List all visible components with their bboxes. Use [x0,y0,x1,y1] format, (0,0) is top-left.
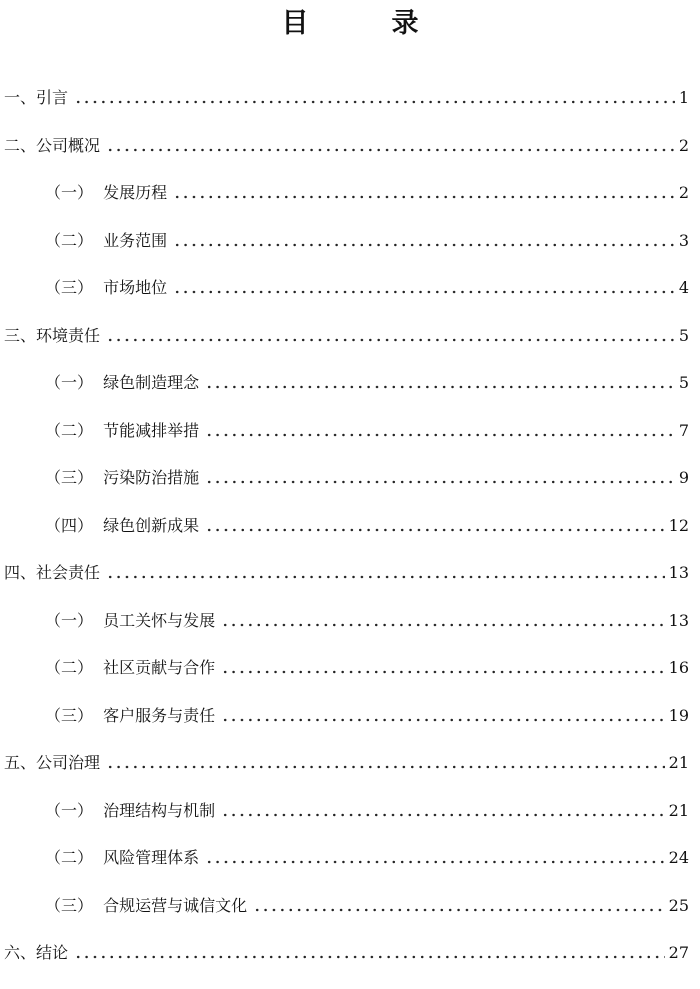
toc-entry-label: 六、结论 [4,943,69,962]
dot-leader [205,845,664,871]
toc-entry-page-number: 21 [668,753,689,772]
toc-entry-label: 四、社会责任 [4,563,101,582]
toc-entry-page-number: 19 [668,705,689,725]
toc-entry[interactable] [0,750,700,776]
dot-leader [205,418,675,444]
toc-entry-label: （一） 发展历程 [45,183,168,202]
toc-entry[interactable] [0,655,700,681]
toc-entry[interactable] [0,703,700,729]
toc-entry[interactable] [0,940,700,966]
toc-entry-label: （一） 员工关怀与发展 [45,610,216,630]
toc-entry-label: 五、公司治理 [4,753,101,772]
toc-entry-page-number: 1 [678,88,689,107]
toc-entry[interactable] [0,85,700,111]
toc-entry[interactable] [0,133,700,159]
toc-entry[interactable] [0,893,700,919]
toc-entry-label: 三、环境责任 [4,325,101,345]
toc-entry-page-number: 24 [668,848,689,867]
dot-leader [106,750,665,776]
toc-entry[interactable] [0,560,700,586]
toc-entry-label: （三） 污染防治措施 [45,468,200,487]
toc-entry-page-number: 4 [678,278,689,297]
toc-entry-label: （一） 绿色制造理念 [45,373,200,392]
dot-leader [221,703,664,729]
toc-entry-label: （三） 客户服务与责任 [45,705,216,725]
toc-entry[interactable] [0,323,700,349]
dot-leader [173,228,675,254]
toc-entry-label: （二） 风险管理体系 [45,848,200,867]
toc-entry-page-number: 2 [678,183,689,202]
toc-entry-page-number: 16 [668,658,689,677]
dot-leader [221,608,664,634]
toc-entry-page-number: 25 [668,895,689,915]
toc-entry-page-number: 9 [678,468,689,487]
dot-leader [205,465,675,491]
toc-entry[interactable] [0,275,700,301]
toc-entry-page-number: 27 [668,943,689,962]
toc-entry-label: （三） 合规运营与诚信文化 [45,895,248,915]
toc-entry-page-number: 5 [678,373,689,392]
toc-entry-page-number: 7 [678,420,689,440]
toc-entry-page-number: 3 [678,230,689,250]
toc-entry[interactable] [0,418,700,444]
toc-entry-page-number: 2 [678,135,689,155]
dot-leader [221,655,664,681]
toc-entry-label: （二） 业务范围 [45,230,168,250]
toc-entry-page-number: 13 [668,563,689,582]
dot-leader [74,940,665,966]
toc-entry[interactable] [0,513,700,539]
toc-entry-label: （四） 绿色创新成果 [45,515,200,535]
dot-leader [205,513,664,539]
toc-entry-page-number: 21 [668,800,689,820]
toc-entry[interactable] [0,465,700,491]
toc-entry-label: （三） 市场地位 [45,278,168,297]
toc-entry[interactable] [0,228,700,254]
toc-entry-label: （一） 治理结构与机制 [45,800,216,820]
dot-leader [253,893,664,919]
toc-entry-page-number: 5 [678,325,689,345]
dot-leader [173,180,675,206]
dot-leader [106,323,675,349]
dot-leader [221,798,664,824]
dot-leader [74,85,675,111]
toc-entry[interactable] [0,845,700,871]
page-title: 目 录 [281,8,447,39]
dot-leader [205,370,675,396]
dot-leader [106,133,675,159]
toc-entry-label: 一、引言 [4,88,69,107]
toc-entry-page-number: 12 [668,515,689,535]
dot-leader [173,275,675,301]
toc-entry-label: （二） 节能减排举措 [45,420,200,440]
toc-entry[interactable] [0,180,700,206]
toc-entry[interactable] [0,370,700,396]
toc-entry-label: 二、公司概况 [4,135,101,155]
toc-entry-label: （二） 社区贡献与合作 [45,658,216,677]
dot-leader [106,560,665,586]
toc-entry[interactable] [0,798,700,824]
toc-entry-page-number: 13 [668,610,689,630]
toc-entry[interactable] [0,608,700,634]
